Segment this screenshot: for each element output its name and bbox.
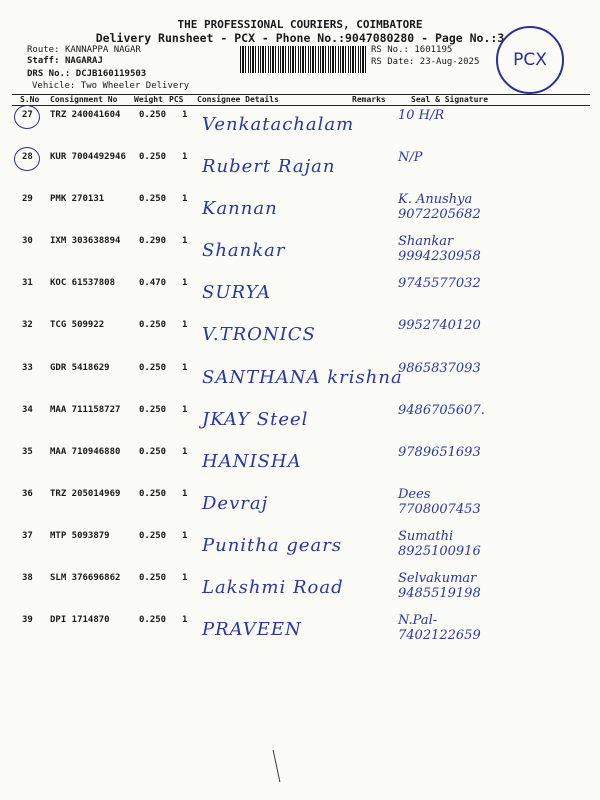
consignee-name: Shankar	[202, 240, 286, 262]
consignment-number: GDR 5418629	[50, 362, 110, 373]
pcx-stamp: PCX	[496, 26, 564, 94]
signature-phone: 9485519198	[398, 586, 481, 602]
weight-value: 0.250	[139, 615, 167, 626]
rs-date-line	[371, 57, 479, 67]
signature-text: N/P	[398, 150, 423, 166]
weight-value: 0.250	[139, 110, 167, 120]
receiver-signature	[398, 150, 423, 165]
drs-label: DRS No.:	[27, 69, 71, 79]
signature-phone: 8925100916	[398, 543, 481, 559]
signature-text: Shankar	[398, 234, 454, 250]
signature-text: Dees	[398, 486, 431, 502]
serial-number: 32	[22, 320, 33, 331]
table-row	[0, 485, 600, 527]
consignment-number: TRZ 240041604	[50, 110, 121, 120]
pieces-value: 1	[182, 194, 188, 205]
weight-value: 0.250	[139, 320, 167, 331]
weight-value: 0.290	[139, 236, 167, 247]
pieces-value: 1	[182, 530, 188, 541]
pieces-value: 1	[182, 236, 188, 247]
signature-phone: 7402122659	[398, 628, 481, 644]
staff-line	[27, 56, 103, 66]
col-consignment: Consignment No	[50, 95, 118, 104]
pieces-value: 1	[182, 573, 188, 584]
company-title: THE PROFESSIONAL COURIERS, COIMBATORE	[177, 18, 423, 31]
consignee-name: SANTHANA krishna	[202, 366, 403, 388]
pieces-value: 1	[182, 278, 188, 289]
weight-value: 0.250	[139, 446, 167, 457]
signature-text: 9745577032	[398, 276, 481, 292]
pieces-value: 1	[182, 404, 188, 415]
barcode	[240, 46, 366, 73]
col-consignee: Consignee Details	[197, 95, 279, 104]
consignment-number: MTP 5093879	[50, 530, 110, 541]
pieces-value: 1	[182, 362, 188, 373]
weight-value: 0.250	[139, 362, 167, 373]
pieces-value: 1	[182, 320, 188, 331]
signature-text: 10 H/R	[398, 108, 445, 123]
serial-number: 31	[22, 278, 33, 289]
weight-value: 0.250	[139, 404, 167, 415]
serial-number: 39	[22, 615, 33, 626]
signature-text: 9865837093	[398, 360, 481, 376]
rs-date-label: RS Date:	[371, 57, 415, 67]
vehicle-value: Two Wheeler Delivery	[80, 81, 190, 91]
receiver-signature	[398, 318, 481, 333]
vehicle-line	[32, 81, 189, 91]
route-value: KANNAPPA NAGAR	[64, 45, 141, 55]
signature-text: Sumathi	[398, 528, 454, 544]
rs-date-value: 23-Aug-2025	[419, 57, 480, 67]
consignee-name: JKAY Steel	[202, 408, 309, 430]
consignee-name: Lakshmi Road	[202, 577, 344, 599]
table-row	[0, 232, 600, 274]
rs-number-line	[371, 45, 452, 55]
runsheet-rows	[0, 106, 600, 653]
receiver-signature	[398, 192, 481, 222]
signature-phone: 9994230958	[398, 249, 481, 265]
consignee-name: V.TRONICS	[202, 324, 316, 346]
weight-value: 0.250	[139, 530, 167, 541]
table-row	[0, 106, 600, 148]
table-row	[0, 401, 600, 443]
receiver-signature	[398, 487, 481, 517]
staff-label: Staff:	[27, 56, 60, 66]
consignment-number: TCG 509922	[50, 320, 105, 331]
serial-number: 34	[22, 404, 33, 415]
consignment-number: MAA 710946880	[50, 446, 121, 457]
table-row	[0, 527, 600, 569]
consignment-number: KUR 7004492946	[50, 152, 126, 163]
consignment-number: DPI 1714870	[50, 615, 110, 626]
runsheet-subtitle: Delivery Runsheet - PCX - Phone No.:9047080280 - Page No.:3	[95, 31, 505, 45]
receiver-signature	[398, 276, 481, 291]
serial-number: 30	[22, 236, 33, 247]
pieces-value: 1	[182, 615, 188, 626]
weight-value: 0.250	[139, 488, 167, 499]
receiver-signature	[398, 613, 481, 643]
receiver-signature	[398, 571, 481, 601]
signature-text: 9789651693	[398, 444, 481, 460]
consignee-name: Punitha gears	[202, 534, 343, 556]
consignee-name: SURYA	[202, 282, 271, 304]
table-row	[0, 274, 600, 316]
consignee-name: Venkatachalam	[202, 114, 355, 135]
serial-number: 29	[22, 194, 33, 205]
consignee-name: PRAVEEN	[202, 619, 302, 641]
pieces-value: 1	[182, 488, 188, 499]
col-weight: Weight	[134, 95, 163, 104]
signature-phone: 7708007453	[398, 501, 481, 517]
signature-text: 9486705607.	[398, 402, 485, 418]
serial-number: 38	[22, 573, 33, 584]
table-row	[0, 569, 600, 611]
serial-number: 36	[22, 488, 33, 499]
weight-value: 0.250	[139, 152, 167, 163]
signature-text: N.Pal-	[398, 613, 438, 629]
table-row	[0, 190, 600, 232]
route-label: Route:	[27, 45, 60, 55]
receiver-signature	[398, 108, 444, 123]
consignment-number: IXM 303638894	[50, 236, 121, 247]
consignment-number: TRZ 205014969	[50, 488, 121, 499]
rs-number-value: 1601195	[414, 45, 453, 55]
receiver-signature	[398, 234, 481, 264]
weight-value: 0.470	[139, 278, 167, 289]
pen-mark	[255, 750, 281, 782]
signature-phone: 9072205682	[398, 207, 481, 223]
signature-text: 9952740120	[398, 318, 481, 334]
vehicle-label: Vehicle:	[32, 81, 76, 91]
table-row	[0, 443, 600, 485]
table-row	[0, 611, 600, 653]
serial-number: 35	[22, 446, 33, 457]
consignment-number: SLM 376696862	[50, 573, 121, 584]
serial-number: 33	[22, 362, 33, 373]
consignee-name: Rubert Rajan	[202, 156, 336, 178]
consignee-name: Kannan	[202, 198, 278, 220]
col-sno: S.No	[20, 95, 40, 104]
receiver-signature	[398, 445, 481, 460]
staff-value: NAGARAJ	[64, 56, 103, 66]
pieces-value: 1	[182, 152, 188, 163]
receiver-signature	[398, 403, 485, 418]
consignment-number: PMK 270131	[50, 194, 105, 205]
consignee-name: HANISHA	[202, 450, 302, 472]
consignment-number: KOC 61537808	[50, 278, 116, 289]
col-pcs: PCS	[169, 95, 184, 104]
rs-number-label: RS No.:	[371, 45, 409, 55]
pieces-value: 1	[182, 446, 188, 457]
weight-value: 0.250	[139, 194, 167, 205]
receiver-signature	[398, 361, 481, 376]
table-row	[0, 359, 600, 401]
col-seal-signature: Seal & Signature	[411, 95, 489, 104]
route-line	[27, 45, 141, 55]
table-row	[0, 316, 600, 358]
serial-number: 27	[22, 110, 33, 120]
signature-text: K. Anushya	[398, 192, 473, 208]
weight-value: 0.250	[139, 573, 167, 584]
drs-value: DCJB160119503	[75, 69, 147, 79]
pieces-value: 1	[182, 110, 188, 120]
signature-text: Selvakumar	[398, 571, 477, 587]
table-row	[0, 148, 600, 190]
col-remarks: Remarks	[352, 95, 386, 104]
receiver-signature	[398, 529, 481, 559]
serial-number: 37	[22, 530, 33, 541]
consignment-number: MAA 711158727	[50, 404, 121, 415]
consignee-name: Devraj	[202, 492, 269, 514]
serial-number: 28	[22, 152, 33, 163]
drs-line	[27, 69, 146, 79]
